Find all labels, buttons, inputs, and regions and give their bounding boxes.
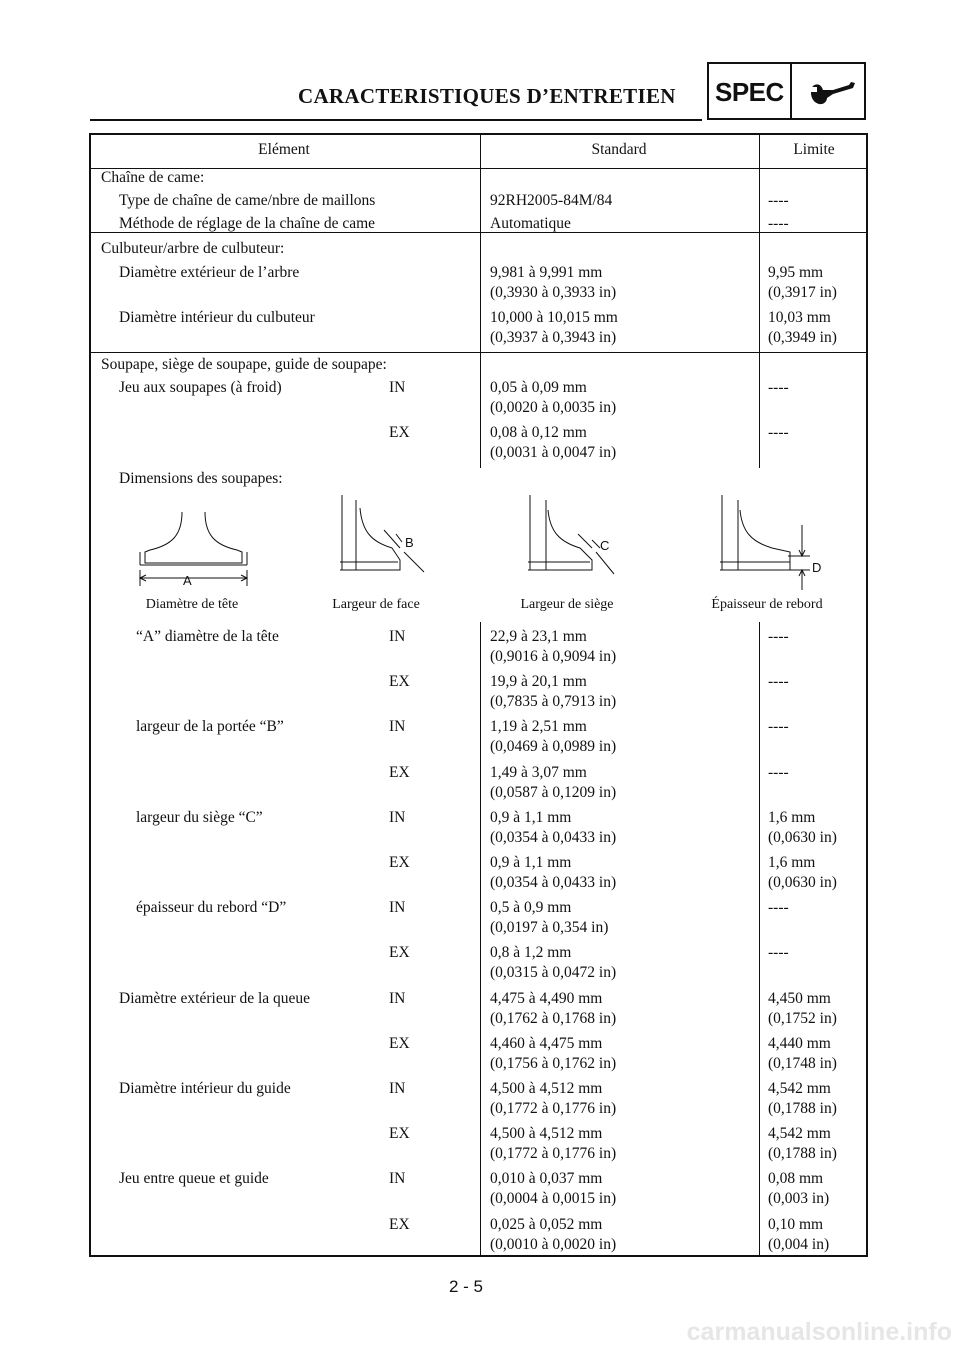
row-standard-in: (0,1772 à 0,1776 in) bbox=[490, 1100, 617, 1117]
row-tag: EX bbox=[389, 673, 410, 691]
spec-label: SPEC bbox=[715, 77, 784, 107]
row-standard-in: (0,0031 à 0,0047 in) bbox=[490, 444, 617, 461]
row-standard-in: (0,0354 à 0,0433 in) bbox=[490, 828, 617, 846]
row-limit: ---- bbox=[768, 763, 789, 781]
col-header-element: Elément bbox=[258, 141, 310, 158]
row-standard-in: (0,1772 à 0,1776 in) bbox=[490, 1145, 617, 1163]
col-divider bbox=[480, 168, 481, 468]
row-limit: ---- bbox=[768, 718, 789, 736]
row-limit: 9,95 mm bbox=[768, 264, 824, 281]
page-title: CARACTERISTIQUES D’ENTRETIEN bbox=[298, 84, 676, 108]
row-limit-in: (0,3949 in) bbox=[768, 329, 837, 346]
row-standard: 4,500 à 4,512 mm bbox=[490, 1080, 603, 1097]
row-standard-in: (0,0469 à 0,0989 in) bbox=[490, 738, 617, 756]
row-limit: 10,03 mm bbox=[768, 309, 831, 326]
page-number: 2 - 5 bbox=[448, 1277, 484, 1296]
row-limit: 1,6 mm bbox=[768, 854, 816, 871]
row-standard-in: (0,3937 à 0,3943 in) bbox=[490, 329, 617, 346]
header-col-divider bbox=[759, 135, 760, 168]
row-standard: 92RH2005-84M/84 bbox=[490, 192, 613, 209]
row-limit: ---- bbox=[768, 899, 789, 917]
row-standard: 0,8 à 1,2 mm bbox=[490, 944, 572, 962]
row-standard: 0,025 à 0,052 mm bbox=[490, 1215, 603, 1233]
row-limit-in: (0,1752 in) bbox=[768, 1009, 837, 1027]
row-limit-in: (0,0630 in) bbox=[768, 874, 837, 891]
row-label: Diamètre intérieur du culbuteur bbox=[119, 309, 315, 326]
row-limit: ---- bbox=[768, 944, 789, 962]
diagram-a bbox=[140, 512, 247, 586]
wrench-icon bbox=[807, 80, 865, 108]
row-limit-in: (0,1788 in) bbox=[768, 1145, 837, 1163]
diagram-d bbox=[720, 495, 810, 590]
row-limit-in: (0,1788 in) bbox=[768, 1100, 837, 1117]
row-limit: 4,450 mm bbox=[768, 989, 831, 1007]
row-standard: 1,19 à 2,51 mm bbox=[490, 718, 587, 736]
row-limit-in: (0,004 in) bbox=[768, 1235, 830, 1253]
row-label: Diamètre extérieur de la queue bbox=[119, 989, 311, 1007]
col-divider bbox=[759, 622, 760, 1257]
row-standard: 0,08 à 0,12 mm bbox=[490, 424, 587, 441]
row-standard-in: (0,0197 à 0,354 in) bbox=[490, 919, 609, 937]
row-tag: EX bbox=[389, 424, 410, 441]
diagram-c-caption: Largeur de siège bbox=[520, 597, 614, 612]
row-label: largeur de la portée “B” bbox=[136, 718, 284, 736]
diagram-b-letter: B bbox=[405, 535, 414, 550]
badge-divider bbox=[790, 64, 792, 118]
row-tag: EX bbox=[389, 854, 410, 871]
row-label: Jeu entre queue et guide bbox=[119, 1170, 269, 1188]
row-limit: 0,08 mm bbox=[768, 1170, 824, 1188]
row-label: Méthode de réglage de la chaîne de came bbox=[119, 215, 376, 232]
col-header-standard: Standard bbox=[591, 141, 647, 158]
row-limit: 4,440 mm bbox=[768, 1034, 831, 1052]
row-tag: IN bbox=[389, 899, 406, 917]
row-standard-in: (0,0354 à 0,0433 in) bbox=[490, 874, 617, 891]
row-label: Diamètre intérieur du guide bbox=[119, 1080, 291, 1097]
section-divider bbox=[91, 352, 866, 353]
title-underline bbox=[90, 119, 702, 121]
diagram-b bbox=[340, 495, 424, 572]
row-standard-in: (0,9016 à 0,9094 in) bbox=[490, 648, 617, 665]
row-limit: 1,6 mm bbox=[768, 808, 816, 826]
row-standard: 1,49 à 3,07 mm bbox=[490, 763, 587, 781]
row-standard-in: (0,7835 à 0,7913 in) bbox=[490, 693, 617, 711]
row-label: épaisseur du rebord “D” bbox=[136, 899, 287, 917]
row-standard-in: (0,0004 à 0,0015 in) bbox=[490, 1190, 617, 1208]
row-tag: EX bbox=[389, 1215, 410, 1233]
row-tag: EX bbox=[389, 1034, 410, 1052]
row-tag: IN bbox=[389, 989, 406, 1007]
diagram-a-letter: A bbox=[183, 573, 192, 588]
row-limit-in: (0,0630 in) bbox=[768, 828, 837, 846]
row-standard: 10,000 à 10,015 mm bbox=[490, 309, 618, 326]
row-limit-in: (0,3917 in) bbox=[768, 284, 837, 301]
row-tag: EX bbox=[389, 944, 410, 962]
row-standard: Automatique bbox=[490, 215, 571, 232]
row-standard: 19,9 à 20,1 mm bbox=[490, 673, 587, 691]
row-limit: 4,542 mm bbox=[768, 1125, 831, 1143]
row-standard-in: (0,0587 à 0,1209 in) bbox=[490, 783, 617, 801]
header-col-divider bbox=[480, 135, 481, 168]
row-tag: IN bbox=[389, 379, 406, 396]
row-limit: ---- bbox=[768, 379, 789, 396]
row-standard-in: (0,1762 à 0,1768 in) bbox=[490, 1009, 617, 1027]
dimensions-title: Dimensions des soupapes: bbox=[119, 470, 283, 487]
row-tag: EX bbox=[389, 763, 410, 781]
valve-diagrams bbox=[100, 490, 860, 600]
col-header-limit: Limite bbox=[793, 141, 835, 158]
col-divider bbox=[759, 168, 760, 468]
diagram-d-caption: Épaisseur de rebord bbox=[711, 597, 823, 612]
header-divider bbox=[91, 168, 866, 169]
row-label: Jeu aux soupapes (à froid) bbox=[119, 379, 282, 396]
row-standard: 4,460 à 4,475 mm bbox=[490, 1034, 603, 1052]
row-standard-in: (0,0020 à 0,0035 in) bbox=[490, 399, 617, 416]
row-standard-in: (0,3930 à 0,3933 in) bbox=[490, 284, 617, 301]
row-standard: 4,500 à 4,512 mm bbox=[490, 1125, 603, 1143]
diagram-c bbox=[528, 495, 614, 574]
row-standard: 0,9 à 1,1 mm bbox=[490, 854, 572, 871]
row-standard-in: (0,0315 à 0,0472 in) bbox=[490, 964, 617, 982]
spec-badge bbox=[707, 62, 866, 120]
section-title: Chaîne de came: bbox=[101, 169, 205, 186]
row-limit: ---- bbox=[768, 673, 789, 691]
row-limit: 0,10 mm bbox=[768, 1215, 824, 1233]
diagram-b-caption: Largeur de face bbox=[332, 597, 420, 612]
row-limit: 4,542 mm bbox=[768, 1080, 831, 1097]
row-tag: IN bbox=[389, 718, 406, 736]
row-standard: 0,9 à 1,1 mm bbox=[490, 808, 572, 826]
section-title: Soupape, siège de soupape, guide de soupape: bbox=[101, 356, 387, 373]
row-label: Diamètre extérieur de l’arbre bbox=[119, 264, 300, 281]
row-limit-in: (0,1748 in) bbox=[768, 1054, 837, 1072]
row-tag: IN bbox=[389, 1080, 406, 1097]
row-label: “A” diamètre de la tête bbox=[136, 628, 279, 645]
row-standard: 9,981 à 9,991 mm bbox=[490, 264, 603, 281]
row-standard: 4,475 à 4,490 mm bbox=[490, 989, 603, 1007]
row-limit-in: (0,003 in) bbox=[768, 1190, 830, 1208]
row-standard: 0,5 à 0,9 mm bbox=[490, 899, 572, 917]
row-standard: 0,05 à 0,09 mm bbox=[490, 379, 587, 396]
row-standard-in: (0,1756 à 0,1762 in) bbox=[490, 1054, 617, 1072]
row-tag: IN bbox=[389, 628, 406, 645]
row-limit: ---- bbox=[768, 628, 789, 645]
row-standard-in: (0,0010 à 0,0020 in) bbox=[490, 1235, 617, 1253]
row-tag: IN bbox=[389, 1170, 406, 1188]
row-tag: IN bbox=[389, 808, 406, 826]
watermark: carmanualsonline.info bbox=[686, 1318, 952, 1346]
row-standard: 0,010 à 0,037 mm bbox=[490, 1170, 603, 1188]
diagram-d-letter: D bbox=[812, 560, 822, 575]
diagram-c-letter: C bbox=[600, 538, 610, 553]
row-label: largeur du siège “C” bbox=[136, 808, 263, 826]
col-divider bbox=[480, 622, 481, 1257]
row-standard: 22,9 à 23,1 mm bbox=[490, 628, 587, 645]
row-limit: ---- bbox=[768, 192, 789, 209]
row-limit: ---- bbox=[768, 215, 789, 232]
row-tag: EX bbox=[389, 1125, 410, 1143]
section-title: Culbuteur/arbre de culbuteur: bbox=[101, 240, 285, 257]
row-label: Type de chaîne de came/nbre de maillons bbox=[119, 192, 376, 209]
diagram-a-caption: Diamètre de tête bbox=[145, 597, 239, 612]
row-limit: ---- bbox=[768, 424, 789, 441]
